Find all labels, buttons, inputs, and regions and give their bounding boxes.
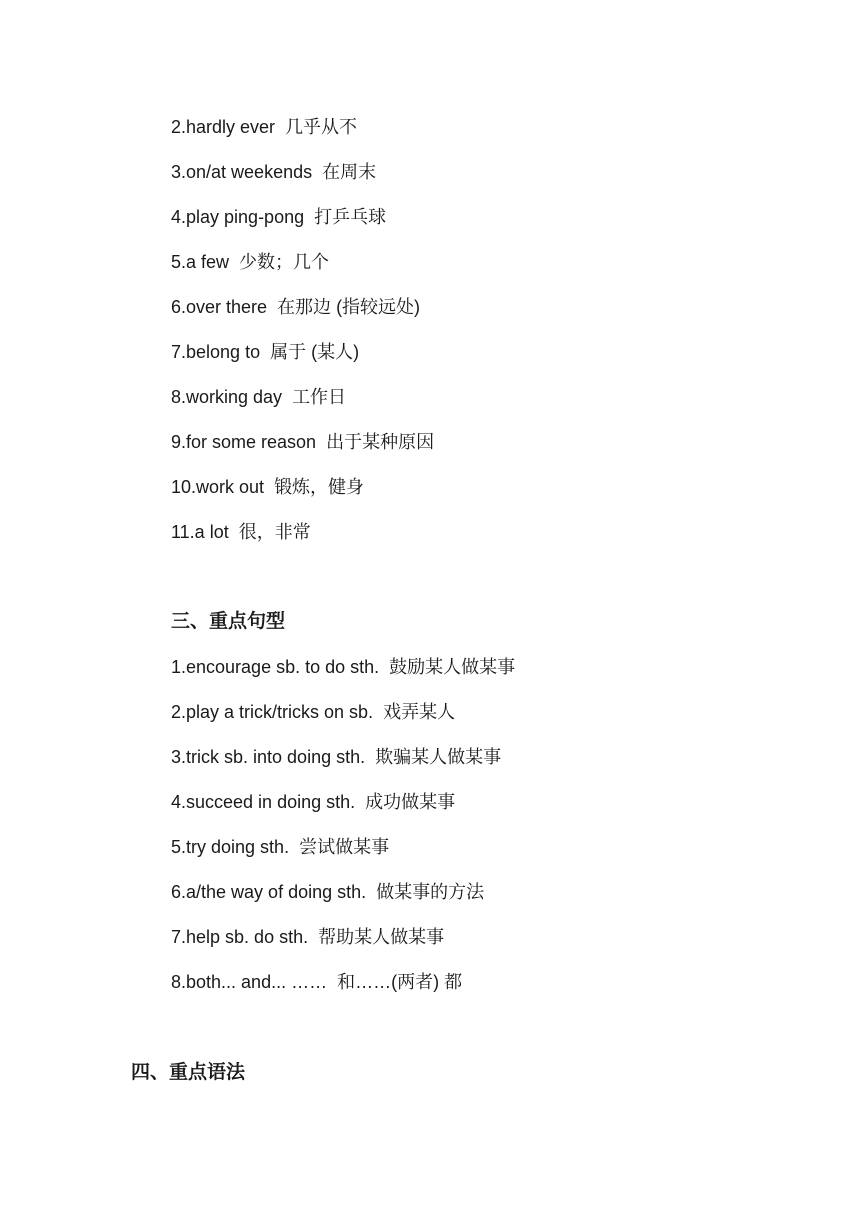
pattern-english: 2.play a trick/tricks on sb. <box>171 702 374 722</box>
phrase-english: 3.on/at weekends <box>171 162 313 182</box>
pattern-english: 6.a/the way of doing sth. <box>171 882 367 902</box>
pattern-chinese: 帮助某人做某事 <box>318 927 445 947</box>
phrase-english: 9.for some reason <box>171 432 317 452</box>
list-item <box>171 967 515 1012</box>
list-item <box>171 922 515 967</box>
pattern-english: 5.try doing sth. <box>171 837 290 857</box>
list-item <box>171 247 434 292</box>
list-item <box>171 652 515 697</box>
phrase-chinese: 在那边 (指较远处) <box>277 297 421 317</box>
phrase-english: 5.a few <box>171 252 230 272</box>
list-item <box>171 877 515 922</box>
pattern-chinese: 尝试做某事 <box>299 837 390 857</box>
pattern-english: 8.both... and... …… <box>171 972 328 992</box>
list-item <box>171 472 434 517</box>
list-item <box>171 427 434 472</box>
phrase-english: 7.belong to <box>171 342 261 362</box>
phrase-chinese: 在周末 <box>322 162 377 182</box>
pattern-chinese: 做某事的方法 <box>376 882 485 902</box>
list-item <box>171 337 434 382</box>
pattern-english: 1.encourage sb. to do sth. <box>171 657 380 677</box>
list-item <box>171 112 434 157</box>
section-heading-key-grammar: 四、重点语法 <box>131 1062 246 1083</box>
phrase-chinese: 属于 (某人) <box>270 342 360 362</box>
list-item <box>171 787 515 832</box>
list-item <box>171 382 434 427</box>
phrase-english: 10.work out <box>171 477 265 497</box>
list-item <box>171 697 515 742</box>
list-item <box>171 202 434 247</box>
phrase-chinese: 少数；几个 <box>239 252 330 272</box>
sentence-pattern-list <box>171 652 515 1012</box>
phrase-english: 8.working day <box>171 387 283 407</box>
phrase-chinese: 打乒乓球 <box>314 207 387 227</box>
list-item <box>171 157 434 202</box>
pattern-chinese: 成功做某事 <box>365 792 456 812</box>
phrase-english: 4.play ping-pong <box>171 207 305 227</box>
list-item <box>171 292 434 337</box>
phrase-english: 2.hardly ever <box>171 117 276 137</box>
section-heading-key-sentences: 三、重点句型 <box>171 611 286 632</box>
pattern-english: 3.trick sb. into doing sth. <box>171 747 366 767</box>
phrase-chinese: 很，非常 <box>238 522 311 542</box>
pattern-chinese: 和……(两者) 都 <box>337 972 463 992</box>
phrase-chinese: 工作日 <box>292 387 347 407</box>
list-item <box>171 832 515 877</box>
pattern-chinese: 戏弄某人 <box>383 702 456 722</box>
pattern-english: 7.help sb. do sth. <box>171 927 309 947</box>
phrase-english: 6.over there <box>171 297 268 317</box>
phrase-chinese: 几乎从不 <box>285 117 358 137</box>
phrase-chinese: 锻炼，健身 <box>274 477 365 497</box>
pattern-english: 4.succeed in doing sth. <box>171 792 356 812</box>
list-item <box>171 517 434 562</box>
phrase-english: 11.a lot <box>171 522 229 542</box>
phrase-list <box>171 112 434 562</box>
list-item <box>171 742 515 787</box>
phrase-chinese: 出于某种原因 <box>326 432 435 452</box>
pattern-chinese: 鼓励某人做某事 <box>389 657 516 677</box>
pattern-chinese: 欺骗某人做某事 <box>375 747 502 767</box>
